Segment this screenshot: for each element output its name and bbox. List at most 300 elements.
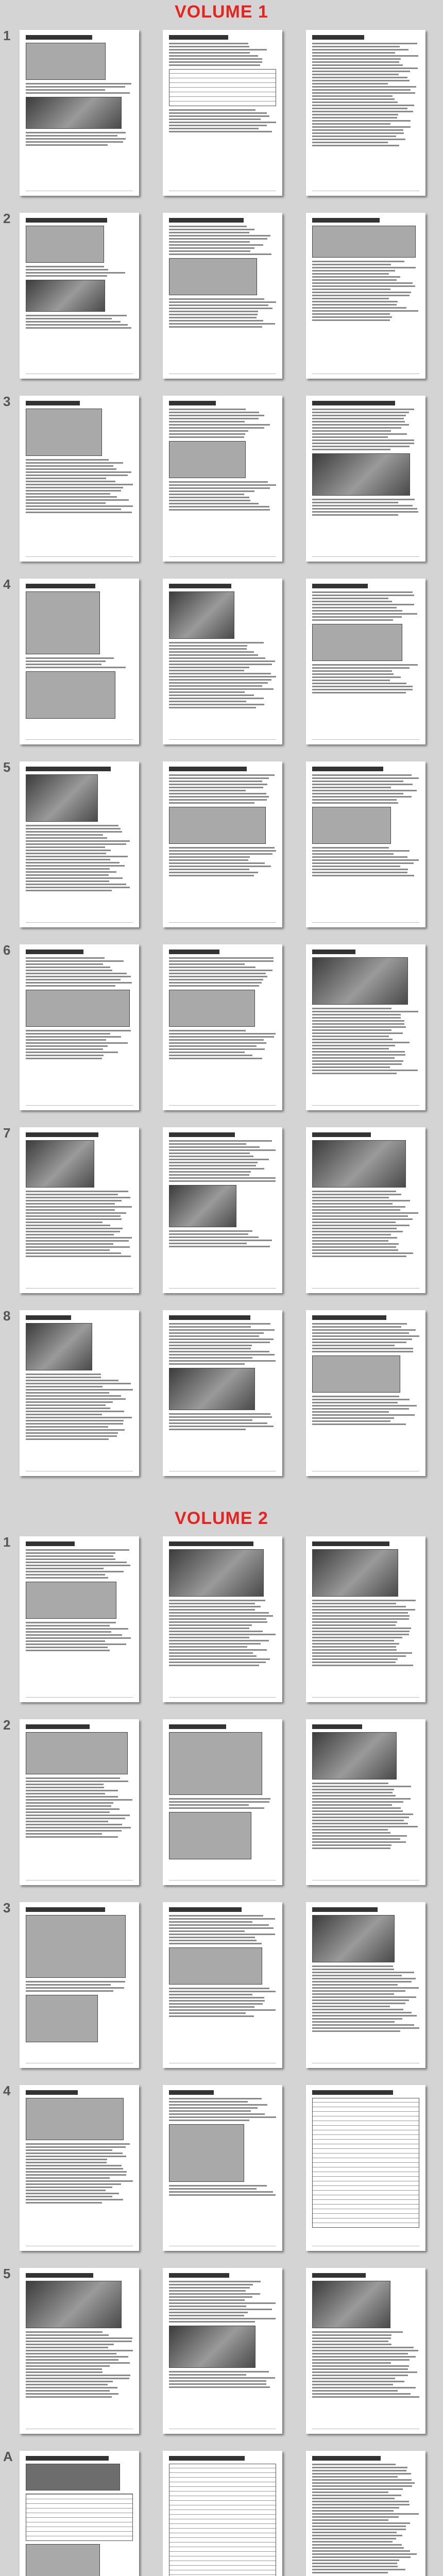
- text-line: [169, 506, 269, 507]
- text-line: [26, 831, 122, 833]
- text-line: [26, 465, 113, 467]
- text-line: [26, 960, 124, 962]
- text-line: [312, 1628, 411, 1629]
- row-label: 8: [3, 1308, 11, 1324]
- page-thumbnail[interactable]: [163, 2451, 282, 2576]
- text-line: [312, 267, 416, 268]
- text-line: [312, 289, 390, 290]
- page-thumbnail[interactable]: [163, 1127, 282, 1293]
- text-line: [312, 139, 405, 140]
- text-line: [169, 676, 276, 677]
- text-line: [169, 1988, 269, 1989]
- text-line: [169, 1649, 267, 1651]
- text-line: [312, 2337, 391, 2339]
- page-thumbnail[interactable]: [163, 1536, 282, 1702]
- text-line: [169, 2003, 263, 2005]
- text-line: [26, 843, 126, 845]
- text-line: [312, 2015, 417, 2016]
- text-line: [312, 1417, 394, 1419]
- text-line: [312, 298, 389, 299]
- page-heading-block: [169, 1541, 253, 1546]
- text-line: [169, 1351, 269, 1352]
- volume-1-title: VOLUME 1: [175, 2, 268, 22]
- text-line: [26, 1052, 118, 1053]
- page-thumbnail[interactable]: [20, 2085, 139, 2251]
- text-line: [169, 642, 264, 643]
- page-thumbnail[interactable]: [306, 1902, 425, 2068]
- text-line: [312, 1838, 400, 1840]
- text-line: [169, 670, 244, 671]
- text-line: [312, 1993, 394, 1995]
- text-line: [312, 2012, 412, 2013]
- page-thumbnail[interactable]: [20, 30, 139, 196]
- text-line: [312, 1234, 391, 1235]
- text-line: [169, 247, 254, 249]
- text-line: [169, 1631, 263, 1632]
- page-heading-block: [169, 2273, 229, 2278]
- text-line: [312, 1399, 410, 1400]
- text-line: [26, 1818, 125, 1819]
- text-line: [169, 490, 254, 492]
- text-line: [26, 982, 132, 984]
- text-line: [169, 61, 262, 63]
- text-line: [169, 412, 259, 413]
- diagram-figure: [26, 1915, 126, 1978]
- page-thumbnail[interactable]: [20, 1310, 139, 1476]
- text-line: [312, 1411, 389, 1413]
- text-line: [312, 132, 404, 134]
- text-line: [312, 1814, 413, 1815]
- page-thumbnail[interactable]: [306, 213, 425, 379]
- page-thumbnail[interactable]: [163, 579, 282, 744]
- page-thumbnail[interactable]: [163, 1902, 282, 2068]
- text-line: [312, 869, 408, 870]
- text-line: [312, 1606, 406, 1607]
- text-line: [169, 43, 248, 44]
- page-thumbnail[interactable]: [163, 213, 282, 379]
- text-line: [169, 64, 260, 66]
- page-thumbnail[interactable]: [306, 761, 425, 927]
- text-line: [26, 846, 105, 848]
- text-line: [312, 1807, 401, 1809]
- text-line: [169, 2312, 248, 2313]
- text-line: [26, 1377, 101, 1378]
- page-thumbnail[interactable]: [20, 2268, 139, 2434]
- diagram-figure: [26, 2464, 120, 2490]
- text-line: [169, 2107, 258, 2109]
- text-line: [26, 1197, 130, 1198]
- text-line: [169, 46, 249, 47]
- page-footer: [312, 1288, 419, 1290]
- text-line: [169, 1162, 258, 1163]
- text-line: [169, 433, 245, 435]
- text-line: [169, 1416, 272, 1418]
- text-line: [312, 2375, 408, 2376]
- page-thumbnail[interactable]: [306, 396, 425, 562]
- text-line: [312, 273, 389, 275]
- text-line: [26, 2165, 122, 2166]
- page-thumbnail[interactable]: [306, 1310, 425, 1476]
- text-line: [312, 1972, 414, 1973]
- text-line: [169, 2104, 267, 2106]
- page-heading-block: [169, 2090, 214, 2095]
- text-line: [26, 1438, 109, 1440]
- text-line: [312, 2024, 414, 2026]
- text-line: [169, 497, 249, 498]
- page-row: [0, 208, 443, 385]
- photo-figure: [312, 453, 410, 496]
- text-line: [312, 689, 413, 690]
- page-heading-block: [169, 584, 231, 588]
- text-line: [312, 1835, 407, 1837]
- text-line: [169, 238, 267, 240]
- photo-figure: [26, 774, 98, 822]
- page-thumbnail[interactable]: [163, 2085, 282, 2251]
- page-row: [0, 1531, 443, 1709]
- text-line: [312, 80, 410, 81]
- text-line: [169, 430, 248, 432]
- text-line: [312, 2482, 415, 2484]
- text-line: [169, 128, 259, 129]
- text-line: [312, 1351, 413, 1352]
- text-line: [26, 2202, 102, 2204]
- text-line: [26, 1984, 111, 1986]
- text-line: [312, 64, 403, 66]
- page-heading-block: [26, 950, 83, 954]
- text-line: [312, 1848, 390, 1849]
- text-line: [169, 872, 258, 873]
- text-line: [26, 1821, 108, 1822]
- text-line: [169, 679, 271, 681]
- text-line: [26, 1435, 117, 1437]
- text-line: [312, 1792, 393, 1793]
- text-line: [312, 1969, 394, 1970]
- diagram-figure: [169, 441, 246, 478]
- text-line: [312, 1665, 413, 1666]
- text-line: [312, 77, 407, 78]
- page-thumbnail[interactable]: [306, 2268, 425, 2434]
- text-line: [312, 875, 414, 876]
- text-line: [26, 1249, 110, 1251]
- text-line: [169, 667, 249, 668]
- text-line: [312, 2006, 390, 2007]
- text-line: [312, 2535, 402, 2536]
- text-line: [169, 2194, 276, 2196]
- text-line: [312, 2547, 404, 2549]
- text-line: [312, 1408, 409, 1410]
- page-thumbnail[interactable]: [20, 944, 139, 1110]
- page-footer: [312, 1697, 419, 1699]
- text-line: [169, 311, 258, 312]
- page-thumbnail[interactable]: [20, 1902, 139, 2068]
- page-footer: [312, 556, 419, 558]
- row-label: 7: [3, 1125, 11, 1141]
- page-heading-block: [312, 1724, 362, 1729]
- row-label: A: [3, 2449, 13, 2464]
- text-line: [169, 2116, 276, 2118]
- text-line: [169, 796, 269, 798]
- text-line: [169, 2318, 276, 2319]
- text-line: [312, 607, 397, 608]
- page-thumbnail[interactable]: [20, 761, 139, 927]
- page-heading-block: [312, 35, 364, 40]
- text-line: [312, 2393, 411, 2395]
- text-line: [312, 270, 395, 272]
- text-line: [26, 269, 108, 270]
- page-thumbnail[interactable]: [306, 1127, 425, 1293]
- diagram-figure: [26, 591, 100, 654]
- text-line: [312, 2368, 408, 2370]
- text-line: [169, 1640, 269, 1641]
- page-thumbnail[interactable]: [20, 1127, 139, 1293]
- page-heading-block: [26, 35, 92, 40]
- page-thumbnail[interactable]: [306, 2085, 425, 2251]
- page-footer: [26, 922, 133, 924]
- text-line: [169, 226, 247, 227]
- text-line: [26, 1571, 124, 1572]
- page-thumbnail[interactable]: [163, 2268, 282, 2434]
- text-line: [312, 264, 391, 265]
- page-footer: [26, 2063, 133, 2064]
- text-line: [169, 1618, 266, 1620]
- text-line: [312, 505, 413, 506]
- page-thumbnail[interactable]: [20, 213, 139, 379]
- diagram-figure: [169, 258, 257, 295]
- text-line: [26, 468, 116, 470]
- text-line: [312, 2550, 410, 2552]
- text-line: [169, 1357, 252, 1359]
- text-line: [26, 1432, 118, 1434]
- page-footer: [312, 191, 419, 192]
- diagram-figure: [312, 624, 402, 661]
- text-line: [169, 1429, 246, 1430]
- text-line: [26, 2365, 110, 2367]
- text-line: [312, 1060, 403, 1062]
- text-line: [312, 1332, 409, 1334]
- text-line: [312, 2492, 388, 2493]
- page-thumbnail[interactable]: [20, 2451, 139, 2576]
- text-line: [26, 2341, 132, 2342]
- text-line: [169, 317, 257, 318]
- text-line: [312, 1228, 397, 1229]
- page-row: [0, 391, 443, 568]
- text-line: [26, 1240, 129, 1242]
- text-line: [26, 2350, 133, 2351]
- text-line: [26, 1042, 128, 1044]
- page-thumbnail[interactable]: [20, 579, 139, 744]
- text-line: [312, 142, 388, 143]
- page-footer: [169, 2063, 276, 2064]
- text-line: [312, 2009, 403, 2010]
- page-thumbnail[interactable]: [306, 1536, 425, 1702]
- page-thumbnail[interactable]: [163, 396, 282, 562]
- text-line: [26, 2390, 110, 2392]
- text-line: [312, 2381, 404, 2382]
- text-line: [169, 664, 272, 665]
- text-line: [26, 1209, 115, 1211]
- text-line: [312, 120, 411, 122]
- page-thumbnail[interactable]: [163, 761, 282, 927]
- text-line: [169, 2110, 251, 2112]
- text-line: [26, 321, 121, 323]
- text-line: [312, 74, 399, 75]
- text-line: [312, 1826, 418, 1827]
- page-thumbnail[interactable]: [163, 30, 282, 196]
- text-line: [312, 598, 388, 599]
- page-heading-block: [26, 2456, 109, 2461]
- text-line: [312, 1191, 396, 1192]
- text-line: [26, 1039, 106, 1041]
- page-footer: [26, 1471, 133, 1472]
- text-line: [169, 1662, 266, 1663]
- text-line: [169, 1236, 259, 1238]
- text-line: [169, 232, 249, 233]
- text-line: [26, 315, 127, 316]
- text-line: [26, 1215, 121, 1217]
- page-footer: [26, 1288, 133, 1290]
- text-line: [26, 2371, 103, 2373]
- text-line: [312, 2538, 396, 2539]
- text-line: [312, 859, 419, 861]
- text-line: [169, 2296, 252, 2298]
- text-line: [26, 1631, 111, 1633]
- text-line: [312, 2498, 395, 2499]
- text-line: [26, 1643, 126, 1645]
- text-line: [169, 777, 269, 779]
- text-line: [169, 308, 272, 309]
- text-line: [26, 1777, 120, 1779]
- text-line: [169, 2371, 269, 2372]
- page-thumbnail[interactable]: [20, 1719, 139, 1885]
- page-row: [0, 2446, 443, 2576]
- text-line: [26, 499, 129, 501]
- page-thumbnail[interactable]: [20, 396, 139, 562]
- text-line: [26, 459, 109, 461]
- row-label: 5: [3, 759, 11, 775]
- text-line: [312, 1810, 403, 1812]
- text-line: [312, 145, 399, 146]
- text-line: [26, 1386, 103, 1387]
- page-heading-block: [312, 1907, 378, 1912]
- text-line: [312, 313, 390, 315]
- page-thumbnail[interactable]: [306, 2451, 425, 2576]
- table-figure: [312, 2098, 419, 2228]
- page-footer: [26, 2429, 133, 2430]
- text-line: [312, 1246, 396, 1248]
- text-line: [26, 2393, 118, 2395]
- text-line: [312, 610, 402, 612]
- text-line: [312, 1396, 399, 1397]
- text-line: [169, 2309, 272, 2310]
- text-line: [26, 1408, 110, 1409]
- page-footer: [169, 1697, 276, 1699]
- text-line: [312, 439, 414, 441]
- page-thumbnail[interactable]: [306, 944, 425, 1110]
- text-line: [312, 2560, 399, 2561]
- text-line: [26, 1411, 124, 1412]
- text-line: [169, 1603, 255, 1604]
- text-line: [312, 2021, 395, 2023]
- text-line: [312, 1631, 410, 1632]
- text-line: [169, 1615, 273, 1617]
- page-heading-block: [169, 1724, 226, 1729]
- text-line: [312, 1026, 406, 1028]
- text-line: [26, 1562, 127, 1563]
- text-line: [312, 126, 411, 128]
- text-line: [312, 310, 418, 312]
- text-line: [312, 1662, 396, 1663]
- page-thumbnail[interactable]: [306, 30, 425, 196]
- text-line: [26, 1574, 105, 1575]
- text-line: [26, 1401, 113, 1403]
- text-line: [312, 2390, 398, 2392]
- text-line: [26, 89, 105, 91]
- text-line: [312, 129, 403, 131]
- text-line: [26, 1203, 115, 1205]
- page-heading-block: [312, 767, 383, 771]
- text-line: [312, 1051, 405, 1053]
- text-line: [26, 1836, 118, 1838]
- page-heading-block: [312, 2273, 366, 2278]
- page-thumbnail[interactable]: [306, 579, 425, 744]
- text-line: [169, 1342, 270, 1343]
- text-line: [26, 1781, 128, 1782]
- text-line: [169, 418, 259, 419]
- text-line: [169, 427, 264, 429]
- volume-2-title: VOLUME 2: [175, 1509, 268, 1528]
- text-line: [312, 46, 400, 47]
- text-line: [26, 1191, 128, 1192]
- text-line: [169, 651, 254, 653]
- page-thumbnail[interactable]: [163, 944, 282, 1110]
- text-line: [26, 1647, 108, 1648]
- text-line: [169, 58, 262, 60]
- text-line: [312, 1423, 406, 1425]
- text-line: [312, 1338, 412, 1340]
- text-line: [26, 871, 116, 873]
- page-footer: [312, 2246, 419, 2247]
- page-heading-block: [26, 1724, 90, 1729]
- page-thumbnail[interactable]: [306, 1719, 425, 1885]
- text-line: [26, 970, 112, 971]
- text-line: [312, 71, 410, 72]
- text-line: [169, 1149, 276, 1151]
- text-line: [312, 604, 414, 605]
- page-heading-block: [26, 401, 80, 405]
- page-row: [0, 1122, 443, 1300]
- page-thumbnail[interactable]: [163, 1310, 282, 1476]
- text-line: [312, 304, 397, 306]
- text-line: [312, 117, 397, 118]
- text-line: [312, 135, 396, 137]
- text-line: [26, 2381, 113, 2382]
- text-line: [26, 1824, 122, 1825]
- text-line: [26, 2347, 108, 2348]
- text-line: [312, 1014, 401, 1015]
- text-line: [26, 667, 126, 668]
- text-line: [312, 1804, 392, 1806]
- text-line: [312, 2541, 393, 2543]
- text-line: [169, 1997, 264, 1998]
- page-thumbnail[interactable]: [20, 1536, 139, 1702]
- page-footer: [169, 1880, 276, 1882]
- text-line: [169, 1606, 261, 1607]
- text-line: [312, 2510, 394, 2512]
- row-label: 4: [3, 2083, 11, 2098]
- text-line: [169, 963, 245, 965]
- text-line: [26, 837, 107, 839]
- page-thumbnail[interactable]: [163, 1719, 282, 1885]
